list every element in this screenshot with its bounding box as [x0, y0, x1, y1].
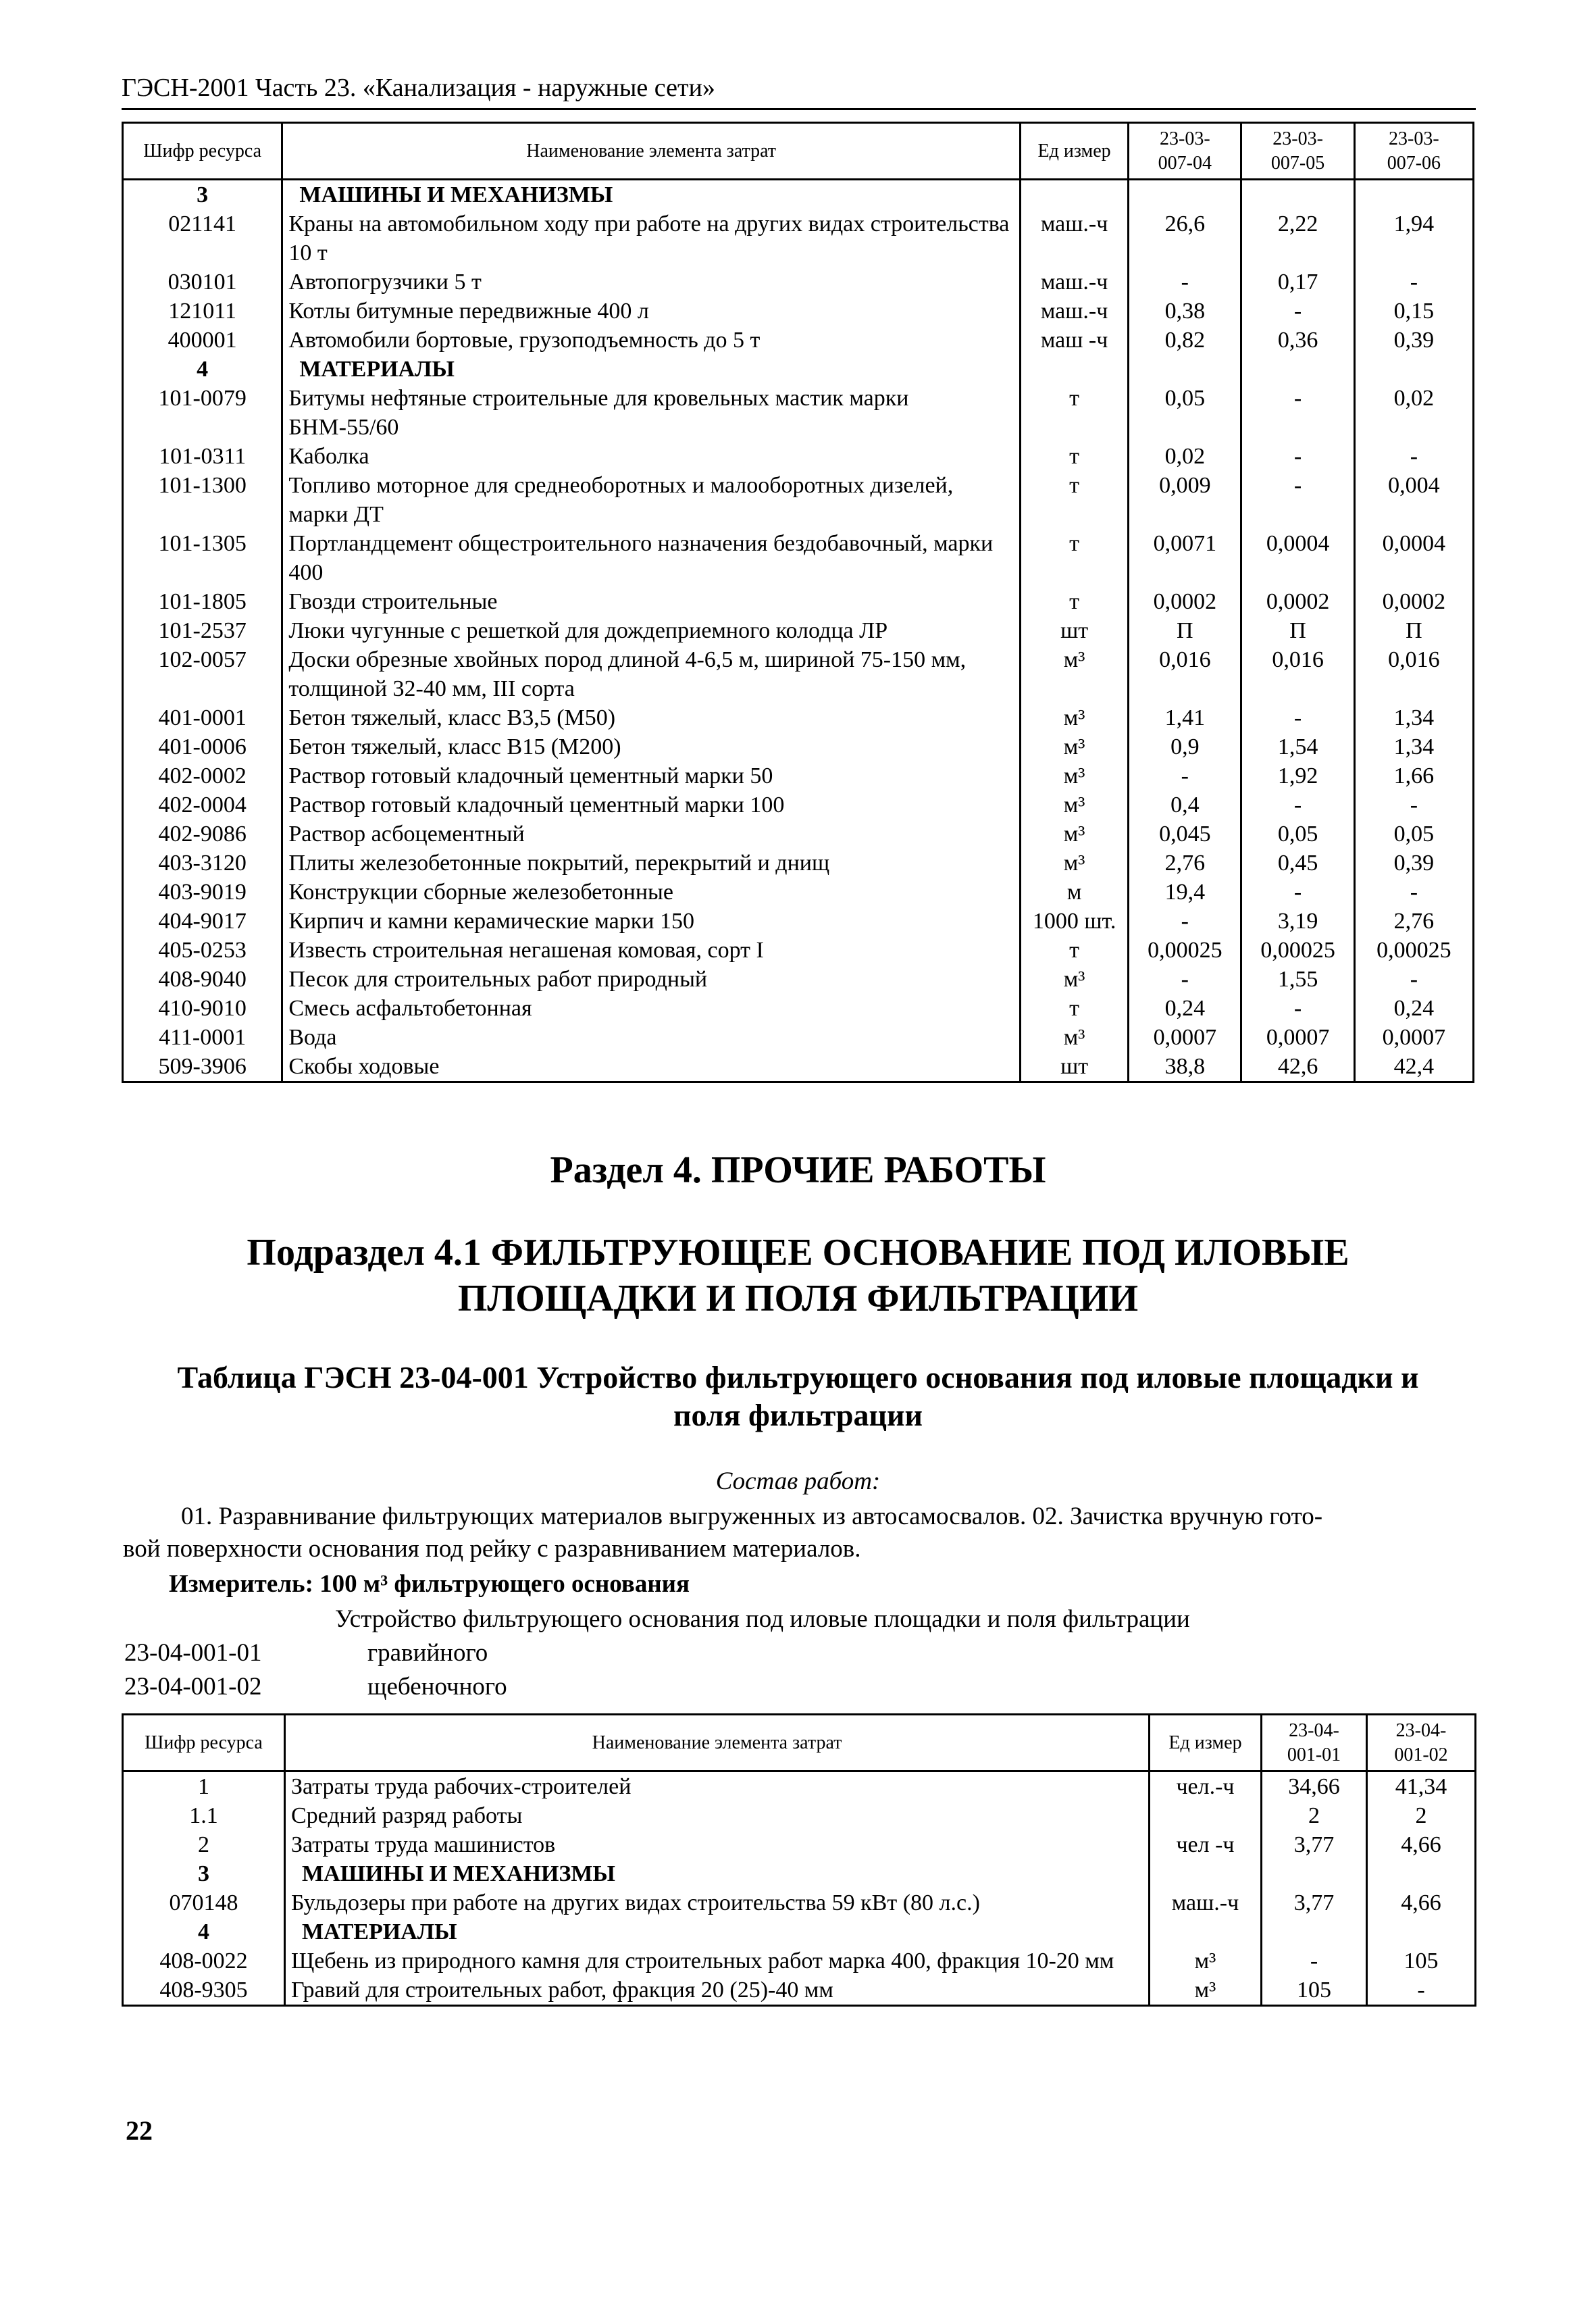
cell-value-3: 0,02 [1354, 384, 1473, 442]
cell-value-2: 1,92 [1241, 761, 1354, 790]
cell-value-3: 0,0004 [1354, 529, 1473, 587]
cell-value-3 [1354, 355, 1473, 384]
cell-name: Вода [282, 1023, 1021, 1052]
cell-unit [1150, 1859, 1262, 1888]
cell-code: 4 [123, 355, 282, 384]
cell-value-3: 0,39 [1354, 326, 1473, 355]
header-col2: 23-03- 007-05 [1241, 123, 1354, 180]
table-row [123, 645, 1474, 703]
works-text-line2: вой поверхности основания под рейку с разравниванием материалов. [123, 1535, 861, 1563]
cell-unit: 1000 шт. [1020, 907, 1128, 936]
cell-value-1: 19,4 [1129, 878, 1241, 907]
cell-unit: шт [1020, 1052, 1128, 1082]
cell-code: 4 [123, 1917, 285, 1946]
cell-value-2: 1,55 [1241, 965, 1354, 994]
cell-value-1: 0,05 [1129, 384, 1241, 442]
header-name: Наименование элемента затрат [285, 1715, 1150, 1771]
cell-unit: т [1020, 587, 1128, 616]
cell-value-2: 0,05 [1241, 820, 1354, 849]
cell-value-1: - [1129, 761, 1241, 790]
table-row [123, 965, 1474, 994]
cell-value-2: 3,19 [1241, 907, 1354, 936]
cell-value-2: 1,54 [1241, 732, 1354, 761]
cell-unit: м³ [1020, 820, 1128, 849]
cell-value-1: П [1129, 616, 1241, 645]
cell-value-3: 0,0002 [1354, 587, 1473, 616]
cell-value-2: 0,00025 [1241, 936, 1354, 965]
works-text-line1: 01. Разравнивание фильтрующих материалов выгруженных из автосамосвалов. 02. Зачистка вручную гото- [181, 1503, 1323, 1530]
cell-value-2: 0,0004 [1241, 529, 1354, 587]
cell-value-2 [1241, 180, 1354, 210]
cell-value-3: 1,94 [1354, 209, 1473, 268]
cell-name: Песок для строительных работ природный [282, 965, 1021, 994]
cell-value-3: 42,4 [1354, 1052, 1473, 1082]
cell-name: Бетон тяжелый, класс В3,5 (М50) [282, 703, 1021, 732]
cell-name: Средний разряд работы [285, 1801, 1150, 1830]
cell-code: 3 [123, 180, 282, 210]
work-code-2: 23-04-001-02 [124, 1673, 262, 1701]
cell-value-1 [1262, 1859, 1367, 1888]
cell-value-2: - [1241, 878, 1354, 907]
cell-name: Каболка [282, 442, 1021, 471]
cell-value-3: - [1354, 790, 1473, 820]
cell-unit [1150, 1917, 1262, 1946]
subsection-title-line1: Подраздел 4.1 ФИЛЬТРУЮЩЕЕ ОСНОВАНИЕ ПОД ИЛОВЫЕ [247, 1232, 1349, 1274]
cell-unit: т [1020, 442, 1128, 471]
cell-unit: м³ [1020, 703, 1128, 732]
cell-value-3: 1,34 [1354, 732, 1473, 761]
cell-name: Смесь асфальтобетонная [282, 994, 1021, 1023]
cell-name: Котлы битумные передвижные 400 л [282, 297, 1021, 326]
running-header: ГЭСН-2001 Часть 23. «Канализация - наружные сети» [122, 74, 715, 102]
cell-value-3: 1,66 [1354, 761, 1473, 790]
cell-code: 101-1300 [123, 471, 282, 529]
table-row [123, 384, 1474, 442]
cell-value-1: 0,4 [1129, 790, 1241, 820]
table-title-line2: поля фильтрации [673, 1398, 923, 1432]
cell-name: Битумы нефтяные строительные для кровельных мастик марки БНМ-55/60 [282, 384, 1021, 442]
cell-value-1: 0,0002 [1129, 587, 1241, 616]
cell-value-1: 3,77 [1262, 1830, 1367, 1859]
cell-code: 405-0253 [123, 936, 282, 965]
cell-unit: чел.-ч [1150, 1771, 1262, 1802]
cell-value-2: 2,22 [1241, 209, 1354, 268]
cell-code: 030101 [123, 268, 282, 297]
cell-value-3: 0,016 [1354, 645, 1473, 703]
cell-value-2: 0,016 [1241, 645, 1354, 703]
cell-value-1: 0,009 [1129, 471, 1241, 529]
table-row [123, 761, 1474, 790]
cell-unit: м³ [1020, 732, 1128, 761]
work-label-1: гравийного [367, 1639, 488, 1667]
table-row [123, 268, 1474, 297]
table-row [123, 442, 1474, 471]
cell-name: Раствор готовый кладочный цементный марки 50 [282, 761, 1021, 790]
cell-value-1: 2 [1262, 1801, 1367, 1830]
cell-name: МАТЕРИАЛЫ [285, 1917, 1150, 1946]
cell-value-1: 0,0007 [1129, 1023, 1241, 1052]
cell-name: Кирпич и камни керамические марки 150 [282, 907, 1021, 936]
cell-unit [1150, 1801, 1262, 1830]
table-row [123, 326, 1474, 355]
table-row [123, 471, 1474, 529]
work-code-1: 23-04-001-01 [124, 1639, 262, 1667]
cell-unit: т [1020, 529, 1128, 587]
cell-name: Скобы ходовые [282, 1052, 1021, 1082]
cell-value-1: 1,41 [1129, 703, 1241, 732]
table-row [123, 297, 1474, 326]
cell-value-3: 0,39 [1354, 849, 1473, 878]
cell-value-2: 4,66 [1367, 1830, 1476, 1859]
cell-value-1: 0,00025 [1129, 936, 1241, 965]
header-col1: 23-04- 001-01 [1262, 1715, 1367, 1771]
cell-code: 408-9305 [123, 1976, 285, 2006]
table-row [123, 529, 1474, 587]
cell-name: МАШИНЫ И МЕХАНИЗМЫ [282, 180, 1021, 210]
cell-code: 402-0002 [123, 761, 282, 790]
cell-value-3: 0,15 [1354, 297, 1473, 326]
cell-unit: м³ [1020, 849, 1128, 878]
cell-code: 408-9040 [123, 965, 282, 994]
cell-value-2: 2 [1367, 1801, 1476, 1830]
header-code: Шифр ресурса [123, 1715, 285, 1771]
cell-value-1: - [1129, 965, 1241, 994]
table-row [123, 994, 1474, 1023]
table-row [123, 1023, 1474, 1052]
cell-value-1: - [1129, 907, 1241, 936]
works-description: Устройство фильтрующего основания под иловые площадки и поля фильтрации [335, 1605, 1190, 1633]
cell-value-1: 0,016 [1129, 645, 1241, 703]
cell-value-1: 105 [1262, 1976, 1367, 2006]
header-name: Наименование элемента затрат [282, 123, 1021, 180]
cell-code: 101-1805 [123, 587, 282, 616]
cell-value-2: - [1367, 1976, 1476, 2006]
cell-value-3: 1,34 [1354, 703, 1473, 732]
cell-code: 408-0022 [123, 1946, 285, 1976]
cell-value-1 [1129, 355, 1241, 384]
cell-unit: м³ [1020, 965, 1128, 994]
cell-unit: м [1020, 878, 1128, 907]
cell-name: Плиты железобетонные покрытий, перекрытий и днищ [282, 849, 1021, 878]
cell-value-1: 34,66 [1262, 1771, 1367, 1802]
cell-value-1: - [1129, 268, 1241, 297]
cell-code: 403-3120 [123, 849, 282, 878]
cell-value-1: 2,76 [1129, 849, 1241, 878]
cell-unit: т [1020, 994, 1128, 1023]
cell-value-3: 0,00025 [1354, 936, 1473, 965]
table-row [123, 1976, 1476, 2006]
cell-value-3: - [1354, 965, 1473, 994]
cell-value-1: 0,24 [1129, 994, 1241, 1023]
cell-code: 101-1305 [123, 529, 282, 587]
cell-name: Доски обрезные хвойных пород длиной 4-6,5 м, шириной 75-150 мм, толщиной 32-40 мм, III сорта [282, 645, 1021, 703]
cell-name: Затраты труда рабочих-строителей [285, 1771, 1150, 1802]
cell-value-2: 0,0002 [1241, 587, 1354, 616]
header-col1: 23-03- 007-04 [1129, 123, 1241, 180]
cell-name: Раствор асбоцементный [282, 820, 1021, 849]
resource-table-2 [122, 1713, 1476, 2007]
cell-name: МАШИНЫ И МЕХАНИЗМЫ [285, 1859, 1150, 1888]
table-row [123, 209, 1474, 268]
works-heading: Состав работ: [715, 1467, 881, 1495]
cell-name: Портландцемент общестроительного назначения бездобавочный, марки 400 [282, 529, 1021, 587]
cell-name: Бетон тяжелый, класс В15 (М200) [282, 732, 1021, 761]
header-code: Шифр ресурса [123, 123, 282, 180]
table-row [123, 1946, 1476, 1976]
meter-line: Измеритель: 100 м³ фильтрующего основания [169, 1570, 690, 1598]
cell-value-2: 0,45 [1241, 849, 1354, 878]
cell-unit: маш.-ч [1020, 209, 1128, 268]
cell-value-3: - [1354, 878, 1473, 907]
cell-code: 410-9010 [123, 994, 282, 1023]
cell-name: Люки чугунные с решеткой для дождеприемного колодца ЛР [282, 616, 1021, 645]
group-row [123, 180, 1474, 210]
header-col3: 23-03- 007-06 [1354, 123, 1473, 180]
cell-value-1: 0,0071 [1129, 529, 1241, 587]
cell-value-1: 0,045 [1129, 820, 1241, 849]
cell-value-1 [1129, 180, 1241, 210]
cell-unit: маш -ч [1020, 326, 1128, 355]
cell-value-2: 0,17 [1241, 268, 1354, 297]
table-row [123, 1771, 1476, 1802]
cell-value-1: - [1262, 1946, 1367, 1976]
cell-value-1: 0,02 [1129, 442, 1241, 471]
cell-name: Топливо моторное для среднеоборотных и малооборотных дизелей, марки ДТ [282, 471, 1021, 529]
cell-code: 1 [123, 1771, 285, 1802]
cell-value-2: 0,0007 [1241, 1023, 1354, 1052]
cell-code: 101-2537 [123, 616, 282, 645]
cell-value-2: 42,6 [1241, 1052, 1354, 1082]
cell-unit: чел -ч [1150, 1830, 1262, 1859]
cell-name: Конструкции сборные железобетонные [282, 878, 1021, 907]
cell-name: Раствор готовый кладочный цементный марки 100 [282, 790, 1021, 820]
cell-unit: м³ [1150, 1976, 1262, 2006]
cell-code: 102-0057 [123, 645, 282, 703]
cell-value-3: П [1354, 616, 1473, 645]
group-row [123, 355, 1474, 384]
cell-value-3: 0,004 [1354, 471, 1473, 529]
cell-name: Известь строительная негашеная комовая, сорт I [282, 936, 1021, 965]
cell-code: 400001 [123, 326, 282, 355]
cell-unit: м³ [1020, 790, 1128, 820]
cell-unit: м³ [1020, 645, 1128, 703]
header-rule [122, 108, 1476, 110]
cell-code: 402-0004 [123, 790, 282, 820]
cell-name: Затраты труда машинистов [285, 1830, 1150, 1859]
cell-name: Автопогрузчики 5 т [282, 268, 1021, 297]
cell-code: 509-3906 [123, 1052, 282, 1082]
cell-unit [1020, 180, 1128, 210]
table-row [123, 907, 1474, 936]
table-row [123, 587, 1474, 616]
table-row [123, 790, 1474, 820]
table-row [123, 616, 1474, 645]
cell-value-2: - [1241, 994, 1354, 1023]
cell-value-1: 0,9 [1129, 732, 1241, 761]
cell-code: 401-0006 [123, 732, 282, 761]
cell-value-1: 26,6 [1129, 209, 1241, 268]
cell-value-2: 41,34 [1367, 1771, 1476, 1802]
cell-value-1: 0,82 [1129, 326, 1241, 355]
cell-name: Гравий для строительных работ, фракция 20 (25)-40 мм [285, 1976, 1150, 2006]
cell-value-1 [1262, 1917, 1367, 1946]
work-label-2: щебеночного [367, 1673, 507, 1701]
cell-unit: т [1020, 471, 1128, 529]
header-unit: Ед измер [1020, 123, 1128, 180]
cell-value-2: - [1241, 471, 1354, 529]
cell-value-1: 38,8 [1129, 1052, 1241, 1082]
cell-value-2 [1367, 1917, 1476, 1946]
cell-code: 3 [123, 1859, 285, 1888]
cell-unit: маш.-ч [1150, 1888, 1262, 1917]
cell-code: 404-9017 [123, 907, 282, 936]
page-number: 22 [126, 2115, 153, 2146]
cell-code: 402-9086 [123, 820, 282, 849]
cell-value-3: 0,24 [1354, 994, 1473, 1023]
cell-value-3: 0,0007 [1354, 1023, 1473, 1052]
cell-code: 401-0001 [123, 703, 282, 732]
table-row [123, 849, 1474, 878]
cell-value-2 [1367, 1859, 1476, 1888]
cell-value-2: 4,66 [1367, 1888, 1476, 1917]
cell-value-3: 2,76 [1354, 907, 1473, 936]
table-title-line1: Таблица ГЭСН 23-04-001 Устройство фильтрующего основания под иловые площадки и [177, 1360, 1419, 1394]
subsection-title-line2: ПЛОЩАДКИ И ПОЛЯ ФИЛЬТРАЦИИ [457, 1278, 1139, 1319]
cell-code: 101-0079 [123, 384, 282, 442]
cell-code: 070148 [123, 1888, 285, 1917]
cell-code: 121011 [123, 297, 282, 326]
cell-value-2: - [1241, 384, 1354, 442]
cell-value-2: - [1241, 297, 1354, 326]
cell-code: 2 [123, 1830, 285, 1859]
cell-code: 1.1 [123, 1801, 285, 1830]
header-col2: 23-04- 001-02 [1367, 1715, 1476, 1771]
table-row [123, 936, 1474, 965]
cell-name: Автомобили бортовые, грузоподъемность до 5 т [282, 326, 1021, 355]
cell-unit: м³ [1020, 761, 1128, 790]
cell-name: Краны на автомобильном ходу при работе на других видах строительства 10 т [282, 209, 1021, 268]
cell-value-1: 0,38 [1129, 297, 1241, 326]
cell-unit [1020, 355, 1128, 384]
table-row [123, 1801, 1476, 1830]
cell-name: Щебень из природного камня для строительных работ марка 400, фракция 10-20 мм [285, 1946, 1150, 1976]
cell-code: 101-0311 [123, 442, 282, 471]
table-row [123, 878, 1474, 907]
cell-name: МАТЕРИАЛЫ [282, 355, 1021, 384]
cell-value-2: - [1241, 442, 1354, 471]
cell-value-2: П [1241, 616, 1354, 645]
cell-value-2: 105 [1367, 1946, 1476, 1976]
cell-code: 403-9019 [123, 878, 282, 907]
cell-value-3 [1354, 180, 1473, 210]
cell-code: 411-0001 [123, 1023, 282, 1052]
cell-value-2 [1241, 355, 1354, 384]
cell-unit: м³ [1150, 1946, 1262, 1976]
group-row [123, 1917, 1476, 1946]
cell-unit: т [1020, 384, 1128, 442]
cell-value-2: - [1241, 790, 1354, 820]
cell-unit: шт [1020, 616, 1128, 645]
table-row [123, 732, 1474, 761]
table-row [123, 1052, 1474, 1082]
cell-unit: м³ [1020, 1023, 1128, 1052]
cell-value-3: 0,05 [1354, 820, 1473, 849]
table-row [123, 703, 1474, 732]
table-row [123, 1830, 1476, 1859]
header-unit: Ед измер [1150, 1715, 1262, 1771]
cell-value-2: 0,36 [1241, 326, 1354, 355]
cell-value-3: - [1354, 442, 1473, 471]
cell-name: Бульдозеры при работе на других видах строительства 59 кВт (80 л.с.) [285, 1888, 1150, 1917]
table-row [123, 1888, 1476, 1917]
resource-table-1 [122, 122, 1474, 1083]
cell-name: Гвозди строительные [282, 587, 1021, 616]
group-row [123, 1859, 1476, 1888]
cell-unit: т [1020, 936, 1128, 965]
cell-value-2: - [1241, 703, 1354, 732]
table-row [123, 820, 1474, 849]
cell-unit: маш.-ч [1020, 268, 1128, 297]
cell-value-1: 3,77 [1262, 1888, 1367, 1917]
cell-code: 021141 [123, 209, 282, 268]
section-title: Раздел 4. ПРОЧИЕ РАБОТЫ [550, 1149, 1046, 1191]
cell-unit: маш.-ч [1020, 297, 1128, 326]
cell-value-3: - [1354, 268, 1473, 297]
